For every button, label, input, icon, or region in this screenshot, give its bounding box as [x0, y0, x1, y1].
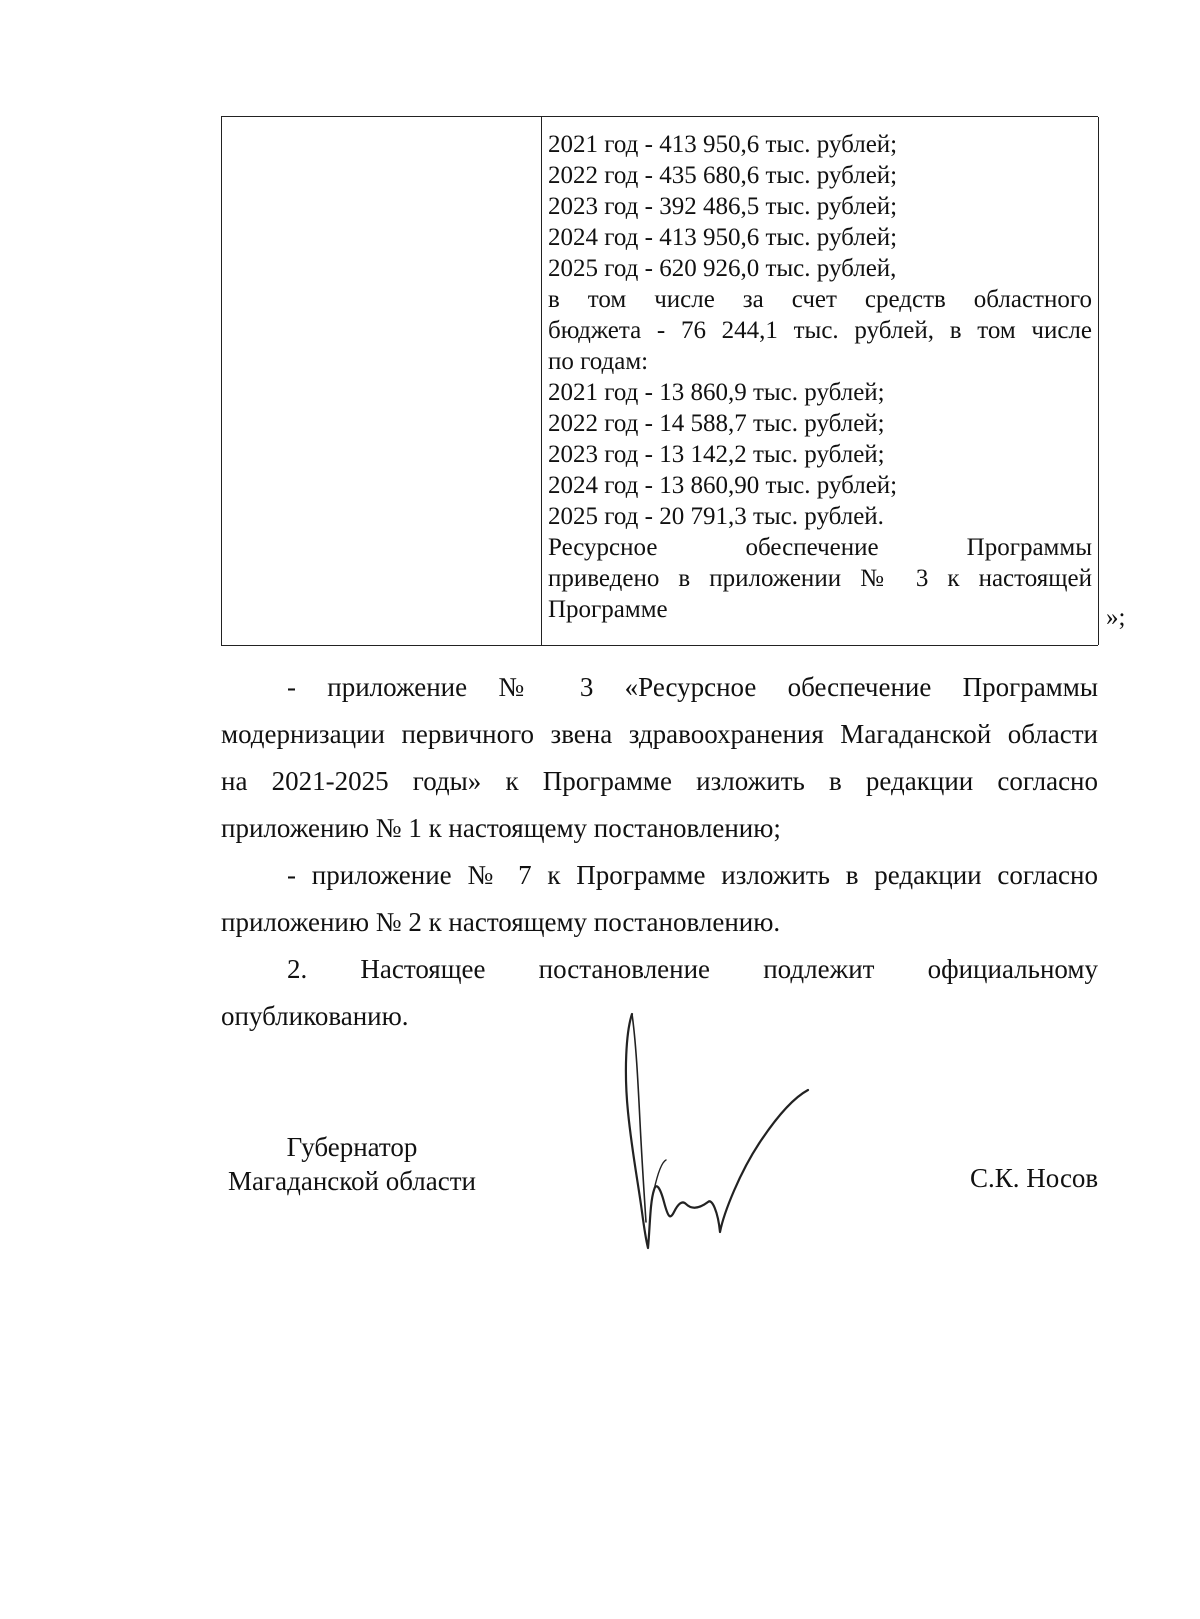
signatory-title [222, 1130, 482, 1198]
funding-table [221, 116, 1098, 646]
table-line: 2023 год - 13 142,2 тыс. рублей; [548, 441, 885, 468]
table-line: 2021 год - 413 950,6 тыс. рублей; [548, 131, 898, 158]
paragraph-line: приложению № 1 к настоящему постановлению; [221, 813, 781, 843]
paragraph-line: модернизации первичного звена здравоохранения Магаданской области [221, 719, 1098, 749]
table-line: приведено в приложении № 3 к настоящей [548, 565, 1092, 592]
table-line: 2023 год - 392 486,5 тыс. рублей; [548, 193, 898, 220]
paragraph-line: - приложение № 7 к Программе изложить в редакции согласно [287, 860, 1098, 890]
table-line: Программе [548, 596, 668, 623]
paragraph-line: 2. Настоящее постановление подлежит официальному [287, 954, 1098, 984]
closing-quote: »; [1106, 604, 1126, 631]
paragraph-line: опубликованию. [221, 1001, 409, 1031]
table-line: 2024 год - 13 860,90 тыс. рублей; [548, 472, 898, 499]
table-right-cell [542, 117, 1099, 645]
table-line: 2025 год - 20 791,3 тыс. рублей. [548, 503, 884, 530]
table-line: Ресурсное обеспечение Программы [548, 534, 1092, 561]
table-line: бюджета - 76 244,1 тыс. рублей, в том числе [548, 317, 1092, 344]
table-line: по годам: [548, 348, 649, 375]
handwritten-signature [620, 1012, 850, 1252]
signatory-name: С.К. Носов [970, 1163, 1099, 1193]
paragraph-appendix-3 [221, 664, 1098, 852]
table-line: 2022 год - 14 588,7 тыс. рублей; [548, 410, 885, 437]
signatory-title-line: Магаданской области [228, 1166, 476, 1196]
paragraph-line: - приложение № 3 «Ресурсное обеспечение Программы [287, 672, 1098, 702]
paragraph-line: приложению № 2 к настоящему постановлению. [221, 907, 781, 937]
table-line: в том числе за счет средств областного [548, 286, 1092, 313]
table-left-cell [222, 117, 542, 645]
table-line: 2022 год - 435 680,6 тыс. рублей; [548, 162, 898, 189]
table-line: 2021 год - 13 860,9 тыс. рублей; [548, 379, 885, 406]
table-line: 2025 год - 620 926,0 тыс. рублей, [548, 255, 897, 282]
signatory-title-line: Губернатор [286, 1132, 418, 1162]
table-line: 2024 год - 413 950,6 тыс. рублей; [548, 224, 898, 251]
paragraph-appendix-7 [221, 852, 1098, 946]
paragraph-line: на 2021-2025 годы» к Программе изложить в редакции согласно [221, 766, 1098, 796]
